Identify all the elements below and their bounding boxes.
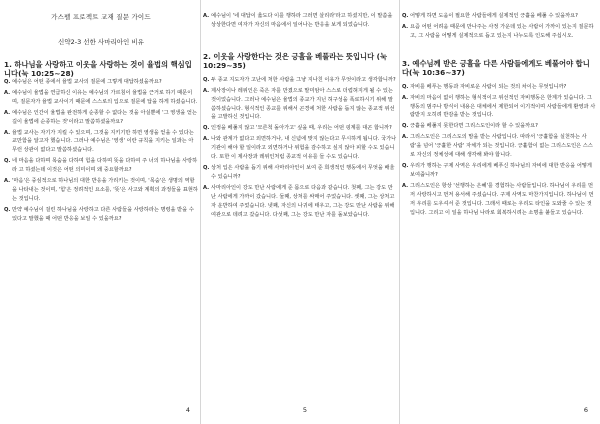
guide-title: 가스펠 프로젝트 교재 질문 가이드 bbox=[51, 13, 151, 21]
qa-item: A. 율법 교사는 자기가 지킬 수 있으며, 그것을 지키기만 하면 영생을 얻을 수 있다는 교만함을 알고자 했습니다. 그러나 예수님은 '영생' 이란 규칙을 지키는 일과는 아무런 상관이 없다고 말씀하셨습니다. bbox=[4, 129, 194, 154]
qa-list bbox=[402, 83, 596, 218]
page-5 bbox=[203, 0, 397, 424]
qa-item: A. 제사장이나 레위인은 죽은 자를 만졌으로 말미암아 스스로 더럽혀지게 될 수 있는 것이었습니다. 그러나 예수님은 율법의 종교가 지닌 허구성을 폭로하시기 위해 말씀하셨습니다. 형식적인 종교를 위해서 곤경에 처한 사람을 돕지 않는 종교적 위선을 고발하신 것입니다. bbox=[203, 87, 395, 121]
section-1-heading: 1. 하나님을 사랑하고 이웃을 사랑하는 것이 율법의 핵심입니다(눅 10:25~28) bbox=[4, 60, 192, 78]
qa-item: Q. 어떻게 하면 도움이 필요한 사람들에게 실제적인 긍휼을 베풀 수 있을까요? bbox=[402, 13, 578, 19]
qa-item: Q. 상처 입은 사람을 돕기 위해 사마리아인이 보여 준 희생적인 행동에서 무엇을 배울 수 있습니까? bbox=[203, 164, 395, 180]
page-number: 5 bbox=[302, 406, 307, 414]
qa-item: Q. 자비를 베푸는 행동과 자비로운 사람이 되는 것의 차이는 무엇입니까? bbox=[402, 83, 567, 90]
page-number: 4 bbox=[185, 406, 190, 414]
qa-item: A. 예수님이 '네 대답이 옳도다 이를 행하라 그러면 살리라'라고 하셨지만, 이 말씀을 상상한다면 여자가 자신의 마음에서 일어나는 반응을 보게 되었습니다. bbox=[203, 13, 393, 28]
qa-item: Q. 우리가 행하는 구제 사역은 우리에게 베푸신 하나님의 자비에 대한 반응을 어떻게 보여줍니까? bbox=[402, 162, 592, 178]
qa-item: A. 그리스도인은 항상 '선행하는 은혜'를 경험하는 사람들입니다. 하나님이 우리를 먼저 사랑하시고 먼저 용서해 주셨습니다. 구제 사역도 마찬가지입니다. 하나님이 먼저 우리를 도우셔서 준 것입니다. 그래서 때로는 우리도 타인을 도와줄 수 있는 것입니다. 그리고 이 일을 하나님 나라로 회복하시려는 소명을 붙들고 있습니다. bbox=[402, 182, 594, 216]
qa-list-top bbox=[402, 12, 596, 41]
qa-item: A. 그리스도인은 그리스도의 맘을 받는 사람입니다. 따라서 '긍휼함을 실천하는 사람'을 넘어 '긍휼한 사람' 자체가 되는 것입니다. 긍휼함이 없는 그리스도인은 스스로 자신의 정체성에 대해 생각해 봐야 합니다. bbox=[402, 134, 593, 159]
page-divider bbox=[399, 0, 400, 424]
qa-item: Q. 두 종교 지도자가 고난에 처한 사람을 그냥 지나친 이유가 무엇이라고 생각합니까? bbox=[203, 76, 396, 83]
page-6 bbox=[402, 0, 596, 424]
qa-item: A. 나와 관계가 없다고 외면하거나, 내 신념에 맞지 않는다고 무시하게 됩니다. 국가나 기관이 해야 할 일이라고 외면하거나 위험을 감수하고 싶지 않아 피할 수도 있습니다. 또한 이 제사장과 레위인처럼 종교적 이유를 들 수도 있습니다. bbox=[203, 136, 397, 161]
qa-item: Q. 예수님은 어떤 종에서 율법 교사의 질문에 그렇게 대답하셨을까요? bbox=[4, 79, 162, 85]
qa-item: A. 예수님은 인간이 율법을 완전하게 순종할 수 없다는 것을 아실뿐에 '그 영생을 얻는 길이 율법에 순종하는 것'이라고 말씀하셨을까요? bbox=[4, 109, 197, 125]
qa-list-top bbox=[203, 12, 397, 30]
qa-item: Q. 만약 예수님이 걸린 하나님을 사랑하고 다른 사람들을 사랑하라는 명령을 받을 수 있다고 말했을 때 어떤 반응을 보일 수 있을까요? bbox=[4, 206, 194, 222]
qa-item: A. 사마리아인이 강도 만난 사람에게 준 몸으로 다음과 같습니다. 첫째, 그는 강도 만난 사람에게 가까이 갔습니다. 둘째, 상처를 싸매어 주었습니다. 셋째, 그는 상처고자 운반하여 주었습니다. 넷째, 자신의 나귀에 태우고, 그는 강도 만난 사람을 위해 여관으로 데려고 갔습니다. 다섯째, 그는 강도 만난 자를 돌보았습니다. bbox=[203, 184, 395, 218]
section-3-heading: 3. 예수님께 받은 긍휼을 다른 사람들에게도 베풀어야 합니다(눅 10:36~37) bbox=[402, 58, 590, 77]
qa-item: A. '마음'은 중심적으로 하나님의 대한 반응을 가리키는 것이며, '목숨'은 생명의 역할을 나타내는 것이며, '힘'은 정려적인 요소를, '뜻'은 사고와 계획의 과정들을 표현하는 것입니다. bbox=[4, 178, 198, 202]
qa-item: A. 예수님이 율법을 연급하신 이유는 예수님의 가르침이 율법을 근거로 하기 때문이며, 질문자가 율법 교사이기 때문에 스스로의 입으로 질문에 답을 하게 하셨습니다. bbox=[4, 89, 198, 105]
page-divider bbox=[200, 0, 201, 424]
page-4 bbox=[4, 0, 198, 424]
qa-item: Q. 인정을 베풀지 않고 '모른척 돌아가고' 싶을 때, 우리는 어떤 핑계를 대곤 합니까? bbox=[203, 125, 392, 132]
page-number: 6 bbox=[583, 406, 588, 414]
section-2-heading: 2. 이웃을 사랑한다는 것은 긍휼을 베풀라는 뜻입니다 (눅 10:29~35) bbox=[203, 51, 388, 70]
qa-list bbox=[203, 76, 397, 220]
qa-item: Q. 긍휼을 베풀지 못한다면 그리스도인이라 할 수 있을까요? bbox=[402, 123, 538, 130]
lesson-subtitle: 신약2-3 선한 사마리아인 비유 bbox=[58, 38, 144, 46]
qa-item: A. 자비의 마음이 없이 행하는 형식적이고 위선적인 자비행동은 한계가 있습니다. 그 행동의 범주나 방식이 내용은 대체에서 제한되어 이기적이며 사람들에게 환영과 사람받지 오히려 반감을 받는 것입니다. bbox=[402, 94, 596, 119]
qa-list bbox=[4, 78, 198, 224]
qa-item: A. 요즘 어떤 어려움 때문에 만나주는 사정 가운데 있는 사람이 가까이 있는지 질문하고, 그 사람을 어떻게 실제적으로 돕고 있는지 나누도록 인도해 주십시오. bbox=[402, 23, 594, 39]
qa-item: Q. 네 마음을 다하며 목숨을 다하며 힘을 다하며 뜻을 다하여 주 너의 하나님을 사랑하라 고 하셨는데 이것은 어떤 의미이며 왜 중요할까요? bbox=[4, 158, 198, 174]
